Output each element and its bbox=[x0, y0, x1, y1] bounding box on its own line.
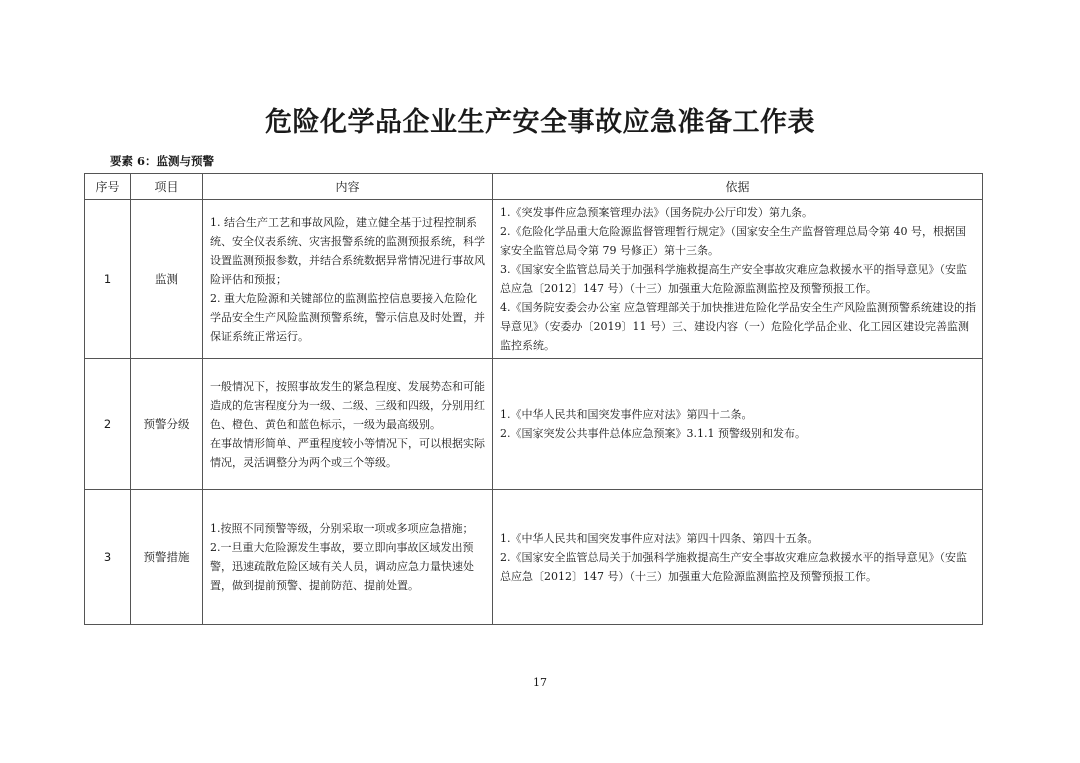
page-title: 危险化学品企业生产安全事故应急准备工作表 bbox=[265, 107, 815, 138]
row-number: 1 bbox=[85, 200, 131, 359]
table-row bbox=[85, 200, 983, 359]
basis-paragraph: 2.《国家安全监管总局关于加强科学施救提高生产安全事故灾难应急救援水平的指导意见》（安监总应急〔2012〕147 号）（十三）加强重大危险源监测监控及预警预报工作。 bbox=[500, 550, 967, 583]
row-item: 预警分级 bbox=[131, 359, 203, 490]
row-item: 监测 bbox=[131, 200, 203, 359]
basis-paragraph: 2.《危险化学品重大危险源监督管理暂行规定》（国家安全生产监督管理总局令第 40 号，根据国家安全监管总局令第 79 号修正）第十三条。 bbox=[500, 225, 966, 257]
basis-paragraph: 2.《国家突发公共事件总体应急预案》3.1.1 预警级别和发布。 bbox=[500, 427, 806, 440]
row-content bbox=[203, 200, 493, 359]
table-row bbox=[85, 490, 983, 625]
basis-paragraph: 3.《国家安全监管总局关于加强科学施救提高生产安全事故灾难应急救援水平的指导意见》（安监总应急〔2012〕147 号）（十三）加强重大危险源监测监控及预警预报工作。 bbox=[500, 263, 967, 295]
row-content bbox=[203, 490, 493, 625]
header-content: 内容 bbox=[203, 174, 493, 200]
element-label: 要素 6：监测与预警 bbox=[110, 154, 215, 168]
content-paragraph: 1.按照不同预警等级，分别采取一项或多项应急措施； bbox=[210, 522, 474, 535]
basis-paragraph: 4.《国务院安委会办公室 应急管理部关于加快推进危险化学品安全生产风险监测预警系统建设的指导意见》（安委办〔2019〕11 号）三、建设内容（一）危险化学品企业、化工园区建设完善监测监控系统。 bbox=[500, 301, 976, 352]
header-item: 项目 bbox=[131, 174, 203, 200]
page-number: 17 bbox=[533, 676, 547, 689]
header-basis: 依据 bbox=[493, 174, 983, 200]
content-paragraph: 一般情况下，按照事故发生的紧急程度、发展势态和可能造成的危害程度分为一级、二级、三级和四级，分别用红色、橙色、黄色和蓝色标示，一级为最高级别。 bbox=[210, 379, 485, 431]
content-paragraph: 2. 重大危险源和关键部位的监测监控信息要接入危险化学品安全生产风险监测预警系统，警示信息及时处置，并保证系统正常运行。 bbox=[210, 291, 485, 343]
row-content bbox=[203, 359, 493, 490]
content-paragraph: 2.一旦重大危险源发生事故，要立即向事故区域发出预警，迅速疏散危险区域有关人员，调动应急力量快速处置，做到提前预警、提前防范、提前处置。 bbox=[210, 541, 474, 592]
table-row bbox=[85, 359, 983, 490]
work-table bbox=[84, 173, 983, 625]
row-basis bbox=[493, 200, 983, 359]
basis-paragraph: 1.《突发事件应急预案管理办法》（国务院办公厅印发）第九条。 bbox=[500, 206, 813, 219]
row-number: 2 bbox=[85, 359, 131, 490]
table-header-row bbox=[85, 174, 983, 200]
row-item: 预警措施 bbox=[131, 490, 203, 625]
row-number: 3 bbox=[85, 490, 131, 625]
basis-paragraph: 1.《中华人民共和国突发事件应对法》第四十四条、第四十五条。 bbox=[500, 531, 819, 545]
header-no: 序号 bbox=[85, 174, 131, 200]
content-paragraph: 在事故情形简单、严重程度较小等情况下，可以根据实际情况，灵活调整分为两个或三个等级。 bbox=[210, 436, 485, 469]
basis-paragraph: 1.《中华人民共和国突发事件应对法》第四十二条。 bbox=[500, 408, 753, 421]
content-paragraph: 1. 结合生产工艺和事故风险，建立健全基于过程控制系统、安全仪表系统、灾害报警系统的监测预报系统，科学设置监测预报参数，并结合系统数据异常情况进行事故风险评估和预报； bbox=[210, 215, 485, 286]
row-basis bbox=[493, 359, 983, 490]
row-basis bbox=[493, 490, 983, 625]
